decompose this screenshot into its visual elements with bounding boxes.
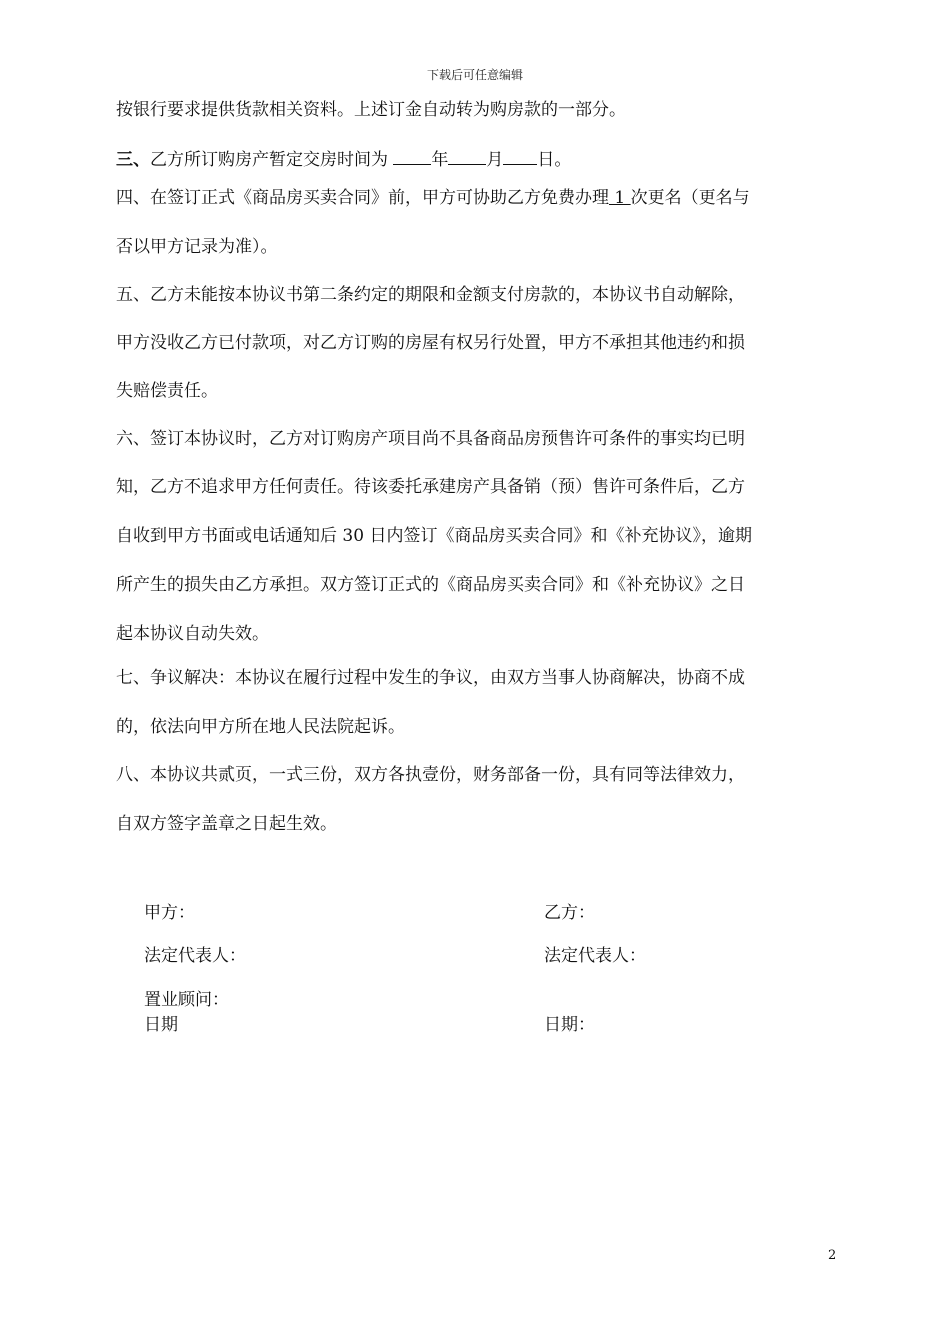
paragraph-line: 失赔偿责任。 — [116, 381, 218, 401]
paragraph-line: 甲方没收乙方已付款项，对乙方订购的房屋有权另行处置，甲方不承担其他违约和损 — [116, 333, 745, 353]
delivery-date-line — [116, 146, 836, 172]
paragraph-line: 所产生的损失由乙方承担。双方签订正式的《商品房买卖合同》和《补充协议》之日 — [116, 575, 745, 595]
paragraph-line: 八、本协议共贰页，一式三份，双方各执壹份，财务部备一份，具有同等法律效力， — [116, 765, 745, 785]
party-a-label: 甲方： — [144, 903, 195, 923]
consultant-label: 置业顾问： — [144, 990, 229, 1010]
paragraph-line: 自双方签字盖章之日起生效。 — [116, 814, 337, 834]
year-label: 年 — [431, 150, 449, 170]
paragraph-line: 起本协议自动失效。 — [116, 624, 269, 644]
rename-count: 1 — [609, 188, 631, 208]
paragraph-line: 六、签订本协议时，乙方对订购房产项目尚不具备商品房预售许可条件的事实均已明 — [116, 429, 745, 449]
delivery-text: 乙方所订购房产暂定交房时间为 — [150, 150, 394, 170]
rename-text-end: 次更名（更名与 — [630, 188, 750, 208]
rename-text: 四、在签订正式《商品房买卖合同》前，甲方可协助乙方免费办理 — [116, 188, 609, 208]
paragraph-line: 按银行要求提供货款相关资料。上述订金自动转为购房款的一部分。 — [116, 100, 626, 120]
party-b-date-label: 日期： — [544, 1015, 595, 1035]
paragraph-line: 的，依法向甲方所在地人民法院起诉。 — [116, 717, 405, 737]
party-a-date-label: 日期 — [144, 1015, 178, 1035]
paragraph-line: 知，乙方不追求甲方任何责任。待该委托承建房产具备销（预）售许可条件后，乙方 — [116, 477, 745, 497]
day-blank — [503, 146, 537, 165]
section-number: 三、 — [116, 150, 150, 170]
party-b-representative-label: 法定代表人： — [544, 946, 646, 966]
party-b-label: 乙方： — [544, 903, 595, 923]
paragraph-line: 否以甲方记录为准）。 — [116, 237, 278, 257]
month-label: 月 — [486, 150, 504, 170]
month-blank — [448, 146, 486, 165]
party-a-representative-label: 法定代表人： — [144, 946, 246, 966]
page-header: 下载后可任意编辑 — [426, 68, 523, 82]
rename-line — [116, 186, 836, 210]
paragraph-line: 七、争议解决：本协议在履行过程中发生的争议，由双方当事人协商解决，协商不成 — [116, 668, 745, 688]
year-blank — [393, 146, 431, 165]
day-label: 日。 — [537, 150, 572, 170]
paragraph-line: 五、乙方未能按本协议书第二条约定的期限和金额支付房款的，本协议书自动解除， — [116, 285, 745, 305]
page-number: 2 — [828, 1248, 837, 1263]
paragraph-line: 自收到甲方书面或电话通知后 30 日内签订《商品房买卖合同》和《补充协议》，逾期 — [116, 526, 752, 546]
